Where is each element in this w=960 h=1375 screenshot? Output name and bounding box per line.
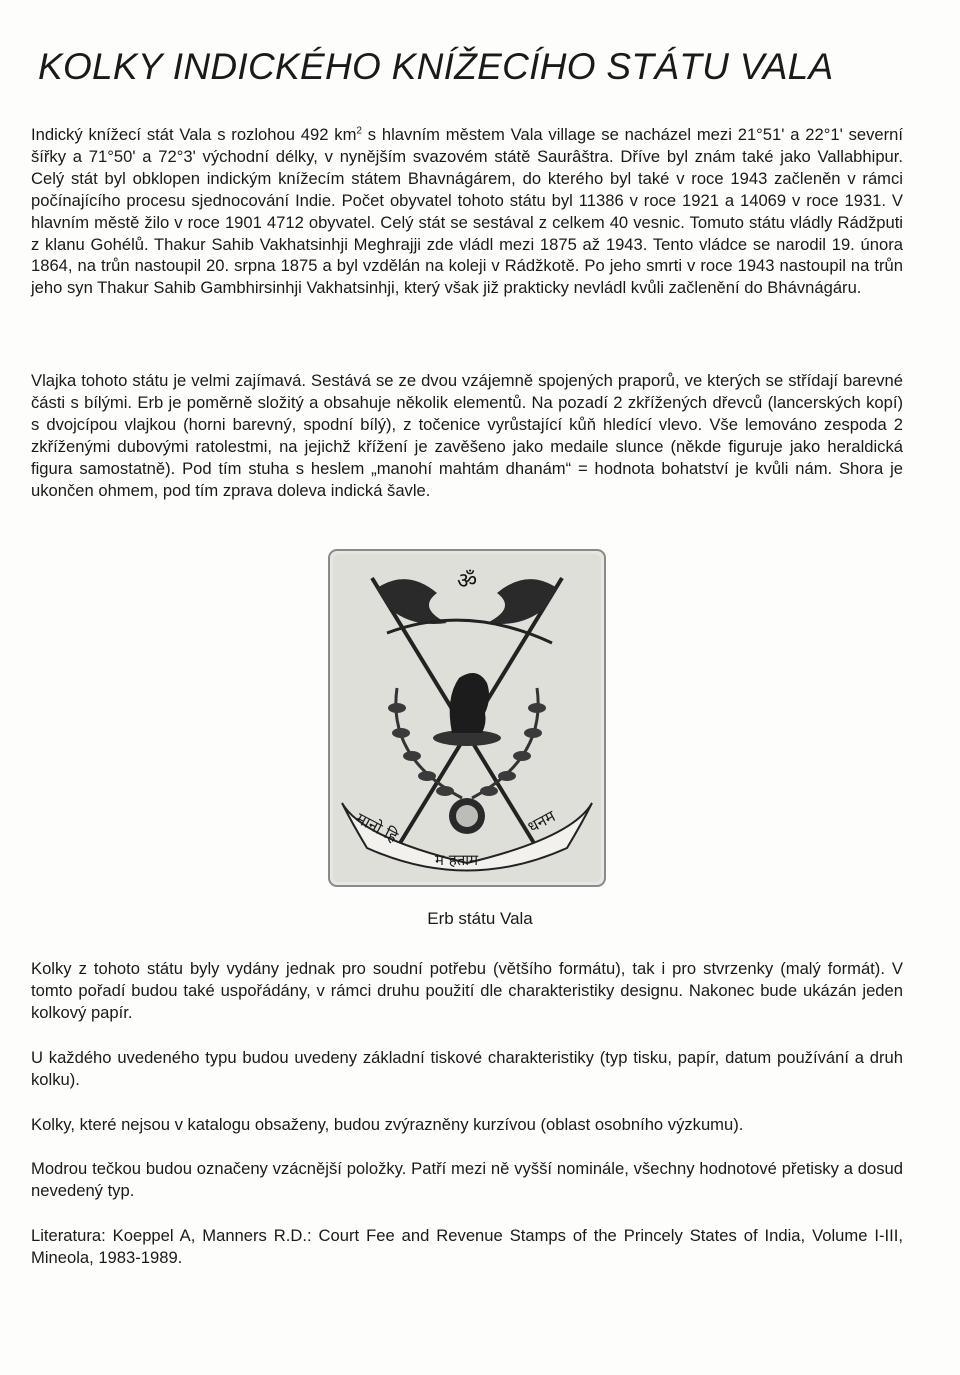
om-symbol-icon: ॐ xyxy=(456,569,478,594)
figure-caption: Erb státu Vala xyxy=(427,909,533,928)
intro-paragraph xyxy=(31,124,903,299)
flag-paragraph: Vlajka tohoto státu je velmi zajímavá. Sestává se ze dvou vzájemně spojených praporů, ve kterých se střídají barevné části s bílými. Erb je poměrně složitý a obsahuje několik elementů. Na pozadí 2 zkřížených dřevců (lancerských kopí) s dvojcípou vlajkou (horni barevný, spodní bílý), z točenice vyrůstající kůň hledící vlevo. Vše lemováno zespoda 2 zkříženými dubovými ratolestmi, na jejichž křížení je zavěšeno jako medaile slunce (někde figuruje jako heraldická figura samostatně). Pod tím stuha s heslem „manohí mahtám dhanám“ = hodnota bohatství je kvůli nám. Shora je ukončen ohmem, pod tím zprava doleva indická šavle. xyxy=(31,371,903,500)
coat-of-arms-image xyxy=(327,548,607,888)
italics-note-paragraph: Kolky, které nejsou v katalogu obsaženy, budou zvýrazněny kurzívou (oblast osobního výzkumu). xyxy=(31,1115,744,1134)
motto-left: मानो हि xyxy=(352,808,402,847)
blue-dot-note-paragraph: Modrou tečkou budou označeny vzácnější položky. Patří mezi ně vyšší nominále, všechny hodnotové přetisky a dosud nevedený typ. xyxy=(31,1159,903,1200)
area-superscript: 2 xyxy=(356,125,362,137)
literature-paragraph: Literatura: Koeppel A, Manners R.D.: Court Fee and Revenue Stamps of the Princely States of India, Volume I-III, Mineola, 1983-1989. xyxy=(31,1226,903,1267)
characteristics-paragraph: U každého uvedeného typu budou uvedeny základní tiskové charakteristiky (typ tisku, papír, datum používání a druh kolku). xyxy=(31,1048,903,1089)
stamps-paragraph: Kolky z tohoto státu byly vydány jednak pro soudní potřebu (většího formátu), tak i pro stvrzenky (malý formát). V tomto pořadí budou také uspořádány, v rámci druhu použití dle charakteristiky designu. Nakonec bude ukázán jeden kolkový papír. xyxy=(31,959,903,1022)
intro-text-b: s hlavním městem Vala village se nacházel mezi 21°51' a 22°1' severní šířky a 71°50' a 72°3' východní délky, v nynějším svazovém státě Saurâštra. Dříve byl znám také jako Vallabhipur. Celý stát byl obklopen indickým knížecím státem Bhavnágárem, do kterého byl také v roce 1943 začleněn v rámci počínajícího procesu sjednocování Indie. Počet obyvatel tohoto státu byl 11386 v roce 1921 a 14069 v roce 1931. V hlavním městě žilo v roce 1901 4712 obyvatel. Celý stát se sestával z celkem 40 vesnic. Tomuto státu vládly Rádžputi z klanu Gohélů. Thakur Sahib Vakhatsinhji Meghrajji zde vládl mezi 1875 až 1943. Tento vládce se narodil 19. února 1864, na trůn nastoupil 20. srpna 1875 a byl vzdělán na koleji v Rádžkotě. Po jeho smrti v roce 1943 nastoupil na trůn jeho syn Thakur Sahib Gambhirsinhji Vakhatsinhji, který však již prakticky nevládl kvůli začlenění do Bhávnágáru. xyxy=(31,125,904,298)
page-title: KOLKY INDICKÉHO KNÍŽECÍHO STÁTU VALA xyxy=(38,46,834,87)
motto-bottom: म हताम xyxy=(435,851,479,869)
intro-text-a: Indický knížecí stát Vala s rozlohou 492 km xyxy=(31,125,357,144)
motto-right: धनम xyxy=(524,806,559,837)
coat-of-arms-drawing xyxy=(327,548,607,888)
